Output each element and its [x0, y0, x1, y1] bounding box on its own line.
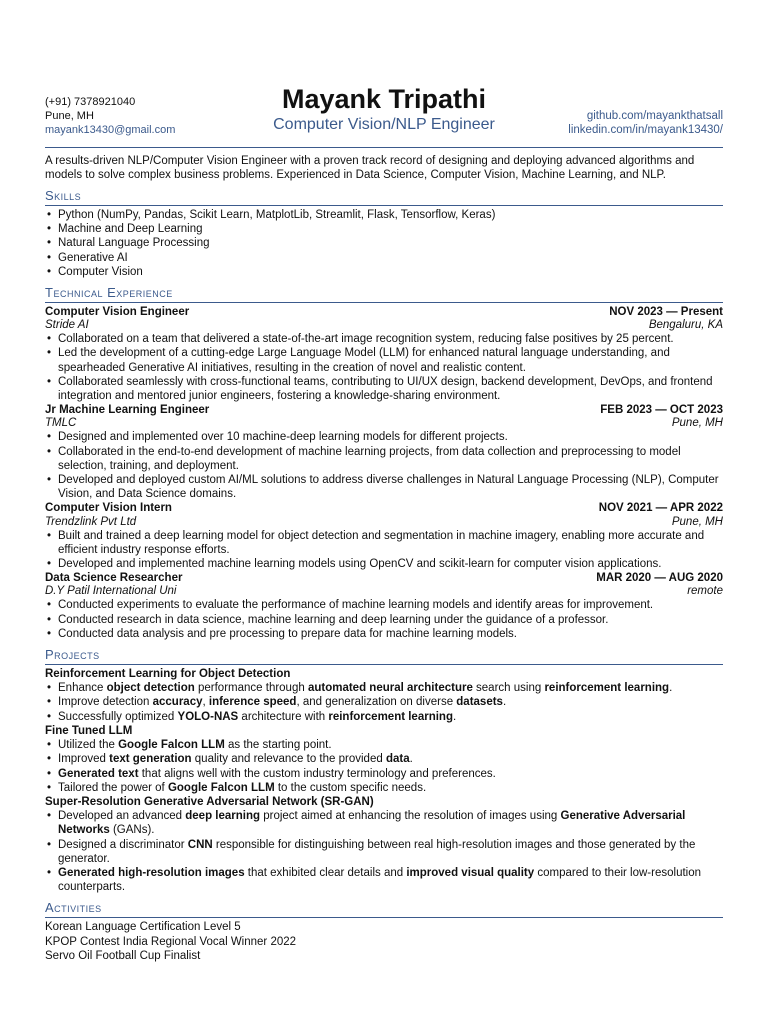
job-dates: NOV 2023 — Present — [609, 306, 723, 319]
bold-term: YOLO-NAS — [177, 710, 239, 723]
job-company: Trendzlink Pvt Ltd — [45, 515, 137, 528]
skill-item: • Natural Language Processing — [45, 236, 723, 250]
text-run: Enhance — [58, 682, 107, 695]
bold-term: Generated text — [58, 767, 139, 780]
bold-term: Google Falcon LLM — [118, 739, 225, 752]
job-header — [45, 501, 723, 515]
skills-section — [45, 188, 723, 279]
job-role: Jr Machine Learning Engineer — [45, 404, 210, 417]
text-run: to the custom specific needs. — [274, 781, 427, 794]
text-run: as the starting point. — [224, 739, 332, 752]
bold-term: reinforcement learning — [328, 710, 453, 723]
job-dates: NOV 2021 — APR 2022 — [598, 502, 723, 515]
job-bullet: • Conducted data analysis and pre processing to prepare data for machine learning models. — [45, 627, 723, 641]
job-bullet: • Designed and implemented over 10 machine-deep learning models for different projects. — [45, 430, 723, 444]
job-role: Computer Vision Intern — [45, 502, 172, 515]
project-title: Super-Resolution Generative Adversarial Network (SR-GAN) — [45, 795, 374, 808]
project-title: Reinforcement Learning for Object Detection — [45, 668, 291, 681]
contact-right — [568, 109, 723, 137]
projects-heading: Projects — [45, 647, 723, 665]
job-entry — [45, 501, 723, 571]
text-run: architecture with — [238, 710, 329, 723]
job-bullet: • Led the development of a cutting-edge Large Language Model (LLM) for enhanced natural language understanding, and spearheaded Generative AI initiatives, resulting in the creation of novel and realistic content. — [45, 346, 723, 374]
job-subheader — [45, 319, 723, 332]
text-run: performance through — [194, 682, 308, 695]
project-bullets — [45, 809, 723, 894]
experience-heading: Technical Experience — [45, 285, 723, 303]
bold-term: automated neural architecture — [307, 682, 473, 695]
job-location: remote — [687, 585, 723, 598]
job-subheader — [45, 585, 723, 598]
activity-item: KPOP Contest India Regional Vocal Winner 2022 — [45, 935, 297, 948]
bold-term: reinforcement learning — [544, 682, 670, 695]
project-entry — [45, 724, 723, 795]
text-run: quality and relevance to the provided — [191, 753, 386, 766]
resume-body — [45, 154, 723, 963]
job-entry — [45, 403, 723, 501]
project-bullets — [45, 738, 723, 795]
text-run: Utilized the — [58, 739, 119, 752]
project-bullets — [45, 681, 723, 724]
skill-item: • Python (NumPy, Pandas, Scikit Learn, MatplotLib, Streamlit, Flask, Tensorflow, Keras) — [45, 208, 723, 222]
text-run: Developed an advanced — [58, 810, 186, 823]
bold-term: Generated high-resolution images — [58, 866, 245, 879]
job-company: D.Y Patil International Uni — [45, 585, 177, 598]
job-location: Pune, MH — [671, 417, 723, 430]
bold-term: data — [385, 753, 410, 766]
activity-item: Servo Oil Football Cup Finalist — [45, 949, 201, 962]
project-bullet — [45, 809, 723, 837]
job-dates: MAR 2020 — AUG 2020 — [596, 572, 723, 585]
text-run: compared to their low-resolution counterparts. — [58, 866, 702, 894]
job-company: Stride AI — [45, 319, 89, 332]
phone-number: (+91) 7378921040 — [45, 96, 136, 108]
resume-header — [45, 84, 723, 140]
job-entry — [45, 571, 723, 641]
text-run: . — [502, 696, 507, 709]
job-header — [45, 305, 723, 319]
job-bullets — [45, 598, 723, 641]
project-bullet — [45, 710, 723, 724]
text-run: . — [452, 710, 457, 723]
job-location: Pune, MH — [671, 515, 723, 528]
bold-term: CNN — [187, 838, 213, 851]
job-bullet: • Collaborated on a team that delivered a state-of-the-art image recognition system, reducing false positives by 25 percent. — [45, 332, 723, 346]
projects-list — [45, 667, 723, 894]
project-bullet — [45, 681, 723, 695]
activities-section — [45, 900, 723, 963]
bold-term: improved visual quality — [406, 866, 535, 879]
text-run: , — [202, 696, 209, 709]
text-run: Successfully optimized — [58, 710, 178, 723]
text-run: that aligns well with the custom industry terminology and preferences. — [138, 767, 496, 780]
job-header — [45, 403, 723, 417]
job-role: Data Science Researcher — [45, 572, 183, 585]
bold-term: object detection — [106, 682, 195, 695]
project-entry — [45, 667, 723, 724]
job-bullet: • Developed and implemented machine learning models using OpenCV and scikit-learn for computer vision applications. — [45, 557, 723, 571]
github-link[interactable]: github.com/mayankthatsall — [586, 110, 723, 122]
project-bullet — [45, 866, 723, 894]
job-location: Bengaluru, KA — [648, 319, 723, 332]
skills-list — [45, 208, 723, 279]
text-run: search using — [472, 682, 545, 695]
location: Pune, MH — [45, 110, 94, 122]
bold-term: accuracy — [152, 696, 203, 709]
job-dates: FEB 2023 — OCT 2023 — [600, 404, 723, 417]
skill-item: • Generative AI — [45, 251, 723, 265]
project-bullet — [45, 695, 723, 709]
job-bullet: • Collaborated in the end-to-end development of machine learning projects, from data collection and preprocessing to model selection, training, and deployment. — [45, 445, 723, 473]
text-run: (GANs). — [109, 824, 155, 837]
text-run: . — [409, 753, 413, 766]
job-bullets — [45, 430, 723, 501]
job-subheader — [45, 417, 723, 430]
text-run: Improved — [58, 753, 110, 766]
text-run: project aimed at enhancing the resolution of images using — [260, 810, 561, 823]
job-header — [45, 571, 723, 585]
skill-item: • Computer Vision — [45, 265, 723, 279]
jobs-list — [45, 305, 723, 641]
bold-term: text generation — [109, 753, 192, 766]
job-role: Computer Vision Engineer — [45, 306, 190, 319]
project-bullet — [45, 781, 723, 795]
bold-term: Generative Adversarial Networks — [58, 810, 686, 837]
job-entry — [45, 305, 723, 403]
experience-section — [45, 285, 723, 641]
project-bullet — [45, 738, 723, 752]
text-run: responsible for distinguishing between real high-resolution images and those generated by the generator. — [58, 838, 696, 865]
job-company: TMLC — [45, 417, 77, 430]
bold-term: deep learning — [185, 810, 261, 823]
project-entry — [45, 795, 723, 894]
bold-term: Google Falcon LLM — [167, 781, 275, 794]
text-run: Designed a discriminator — [58, 838, 188, 851]
activity-item: Korean Language Certification Level 5 — [45, 921, 241, 934]
text-run: Improve detection — [58, 696, 153, 709]
email-link[interactable]: mayank13430@gmail.com — [45, 124, 176, 136]
linkedin-link[interactable]: linkedin.com/in/mayank13430/ — [568, 124, 723, 136]
skill-item: • Machine and Deep Learning — [45, 222, 723, 236]
text-run: that exhibited clear details and — [244, 866, 407, 879]
job-bullets — [45, 529, 723, 572]
activities-list — [45, 920, 723, 963]
bold-term: inference speed — [208, 696, 297, 709]
job-bullet: • Built and trained a deep learning model for object detection and segmentation in machine imagery, enabling more accurate and efficient industry response efforts. — [45, 529, 723, 557]
projects-section — [45, 647, 723, 894]
skills-heading: Skills — [45, 188, 723, 206]
job-bullet: • Developed and deployed custom AI/ML solutions to address diverse challenges in Natural Language Processing (NLP), Computer Vision, and Data Science domains. — [45, 473, 723, 501]
project-title: Fine Tuned LLM — [45, 724, 133, 737]
text-run: . — [669, 682, 673, 695]
candidate-name: Mayank Tripathi — [281, 84, 487, 114]
job-bullets — [45, 332, 723, 403]
candidate-title: Computer Vision/NLP Engineer — [273, 116, 495, 133]
job-subheader — [45, 516, 723, 529]
job-bullet: • Conducted research in data science, machine learning and deep learning under the guidance of a professor. — [45, 613, 723, 627]
summary: A results-driven NLP/Computer Vision Engineer with a proven track record of designing and deploying advanced algorithms and models to solve complex business problems. Experienced in Data Science, Computer Vision, Machine Learning, and NLP. — [45, 155, 695, 181]
project-bullet — [45, 752, 723, 766]
bold-term: datasets — [456, 696, 503, 709]
job-bullet: • Conducted experiments to evaluate the performance of machine learning models and identify areas for improvement. — [45, 598, 723, 612]
activities-heading: Activities — [45, 900, 723, 918]
text-run: Tailored the power of — [58, 781, 168, 794]
header-divider — [45, 147, 723, 148]
job-bullet: • Collaborated seamlessly with cross-functional teams, contributing to UI/UX design, backend development, DevOps, and frontend integration and mentored junior engineers, fostering a knowledge-sharing environment. — [45, 375, 723, 403]
project-bullet — [45, 838, 723, 866]
text-run: , and generalization on diverse — [296, 696, 457, 709]
project-bullet — [45, 767, 723, 781]
